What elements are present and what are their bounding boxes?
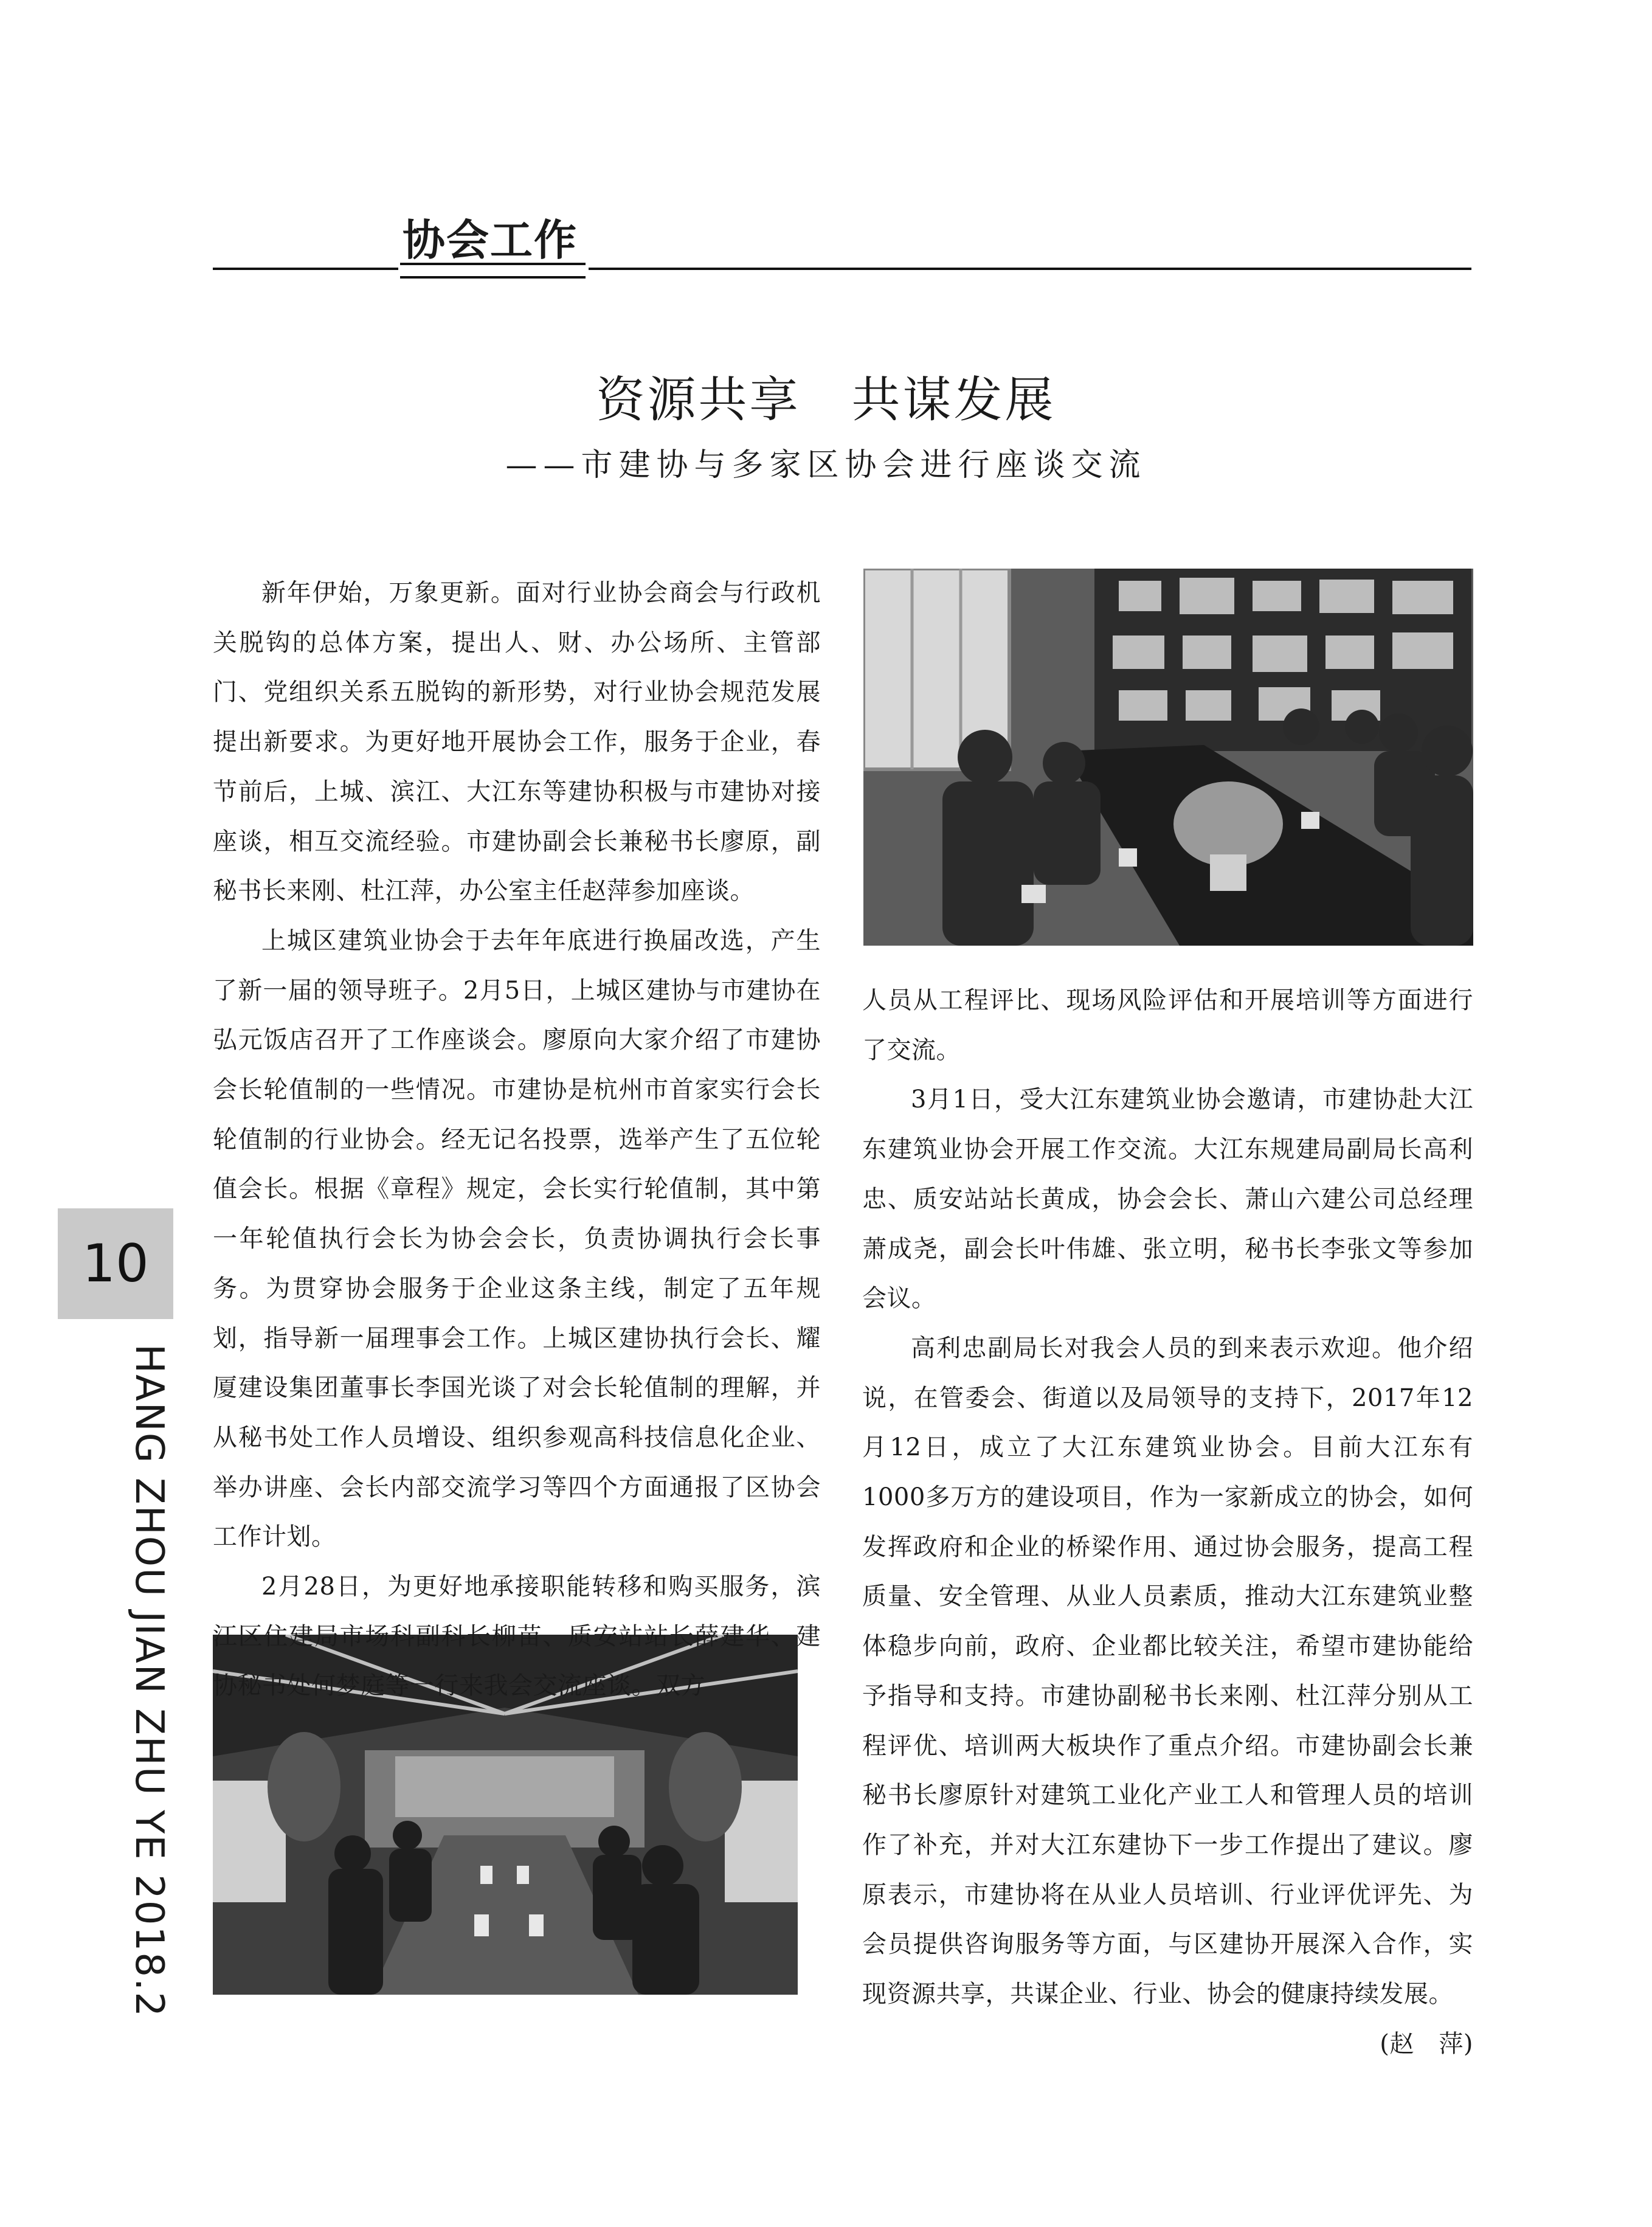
meeting-photo-1: [863, 569, 1473, 946]
page-number: 10: [58, 1208, 173, 1319]
section-label-underline: [400, 263, 586, 279]
article-subtitle: ——市建协与多家区协会进行座谈交流: [505, 447, 1147, 483]
article-right-column: [862, 976, 1473, 2069]
section-label: 协会工作: [403, 215, 578, 265]
paragraph-text: 高利忠副局长对我会人员的到来表示欢迎。他介绍说，在管委会、街道以及局领导的支持下，2017年12月12日，成立了大江东建筑业协会。目前大江东有1000多万方的建设项目，作为一家新成立的协会，如何发挥政府和企业的桥梁作用、通过协会服务，提高工程质量、安全管理、从业人员素质，推动大江东建筑业整体稳步向前，政府、企业都比较关注，希望市建协能给予指导和支持。市建协副秘书长来刚、杜江萍分别从工程评优、培训两大板块作了重点介绍。市建协副会长兼秘书长廖原针对建筑工业化产业工人和管理人员的培训作了补充，并对大江东建协下一步工作提出了建议。廖原表示，市建协将在从业人员培训、行业评优评先、为会员提供咨询服务等方面，与区建协开展深入合作，实现资源共享，共谋企业、行业、协会的健康持续发展。: [862, 1334, 1473, 2009]
paragraph: 2月28日，为更好地承接职能转移和购买服务，滨江区住建局市场科副科长柳苗、质安站站长薛建华、建协秘书处何梦庭等一行来我会交流座谈。双方: [213, 1573, 821, 1700]
paragraph-continuation: 人员从工程评比、现场风险评估和开展培训等方面进行了交流。: [862, 986, 1473, 1064]
article-title: 资源共享 共谋发展: [596, 372, 1056, 428]
paragraph: 新年伊始，万象更新。面对行业协会商会与行政机关脱钩的总体方案，提出人、财、办公场所、主管部门、党组织关系五脱钩的新形势，对行业协会规范发展提出新要求。为更好地开展协会工作，服务于企业，春节前后，上城、滨江、大江东等建协积极与市建协对接座谈，相互交流经验。市建协副会长兼秘书长廖原，副秘书长来刚、杜江萍，办公室主任赵萍参加座谈。: [213, 579, 821, 906]
header-rule-left: [213, 268, 398, 270]
magazine-issue-label: HANG ZHOU JIAN ZHU YE 2018.2: [126, 1344, 171, 2018]
author-byline: (赵 萍): [1380, 2029, 1473, 2058]
paragraph: 上城区建筑业协会于去年年底进行换届改选，产生了新一届的领导班子。2月5日，上城区建协与市建协在弘元饭店召开了工作座谈会。廖原向大家介绍了市建协会长轮值制的一些情况。市建协是杭州市首家实行会长轮值制的行业协会。经无记名投票，选举产生了五位轮值会长。根据《章程》规定，会长实行轮值制，其中第一年轮值执行会长为协会会长，负责协调执行会长事务。为贯穿协会服务于企业这条主线，制定了五年规划，指导新一届理事会工作。上城区建协执行会长、耀厦建设集团董事长李国光谈了对会长轮值制的理解，并从秘书处工作人员增设、组织参观高科技信息化企业、举办讲座、会长内部交流学习等四个方面通报了区协会工作计划。: [213, 926, 821, 1551]
header-rule-right: [589, 268, 1471, 270]
paragraph: 3月1日，受大江东建筑业协会邀请，市建协赴大江东建筑业协会开展工作交流。大江东规建局副局长高利忠、质安站站长黄成，协会会长、萧山六建公司总经理萧成尧，副会长叶伟雄、张立明，秘书长李张文等参加会议。: [862, 1086, 1473, 1313]
paragraph: [862, 1324, 1473, 2058]
article-left-column: [213, 569, 821, 1711]
